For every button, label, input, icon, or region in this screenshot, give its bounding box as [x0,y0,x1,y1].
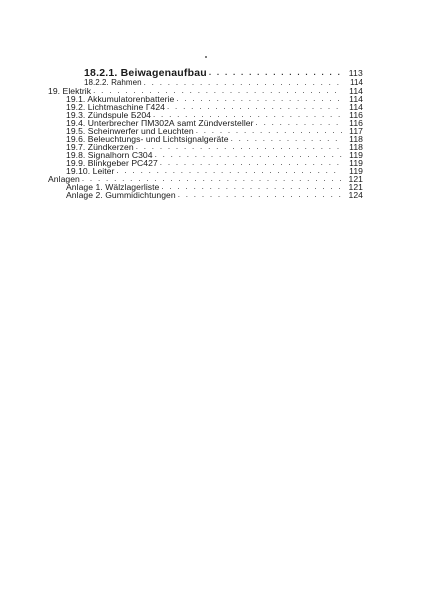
toc-entry[interactable] [66,190,363,200]
toc-entry-page: 119 [349,150,363,160]
toc-entry-title: 19.10. Leiter [66,166,115,176]
toc-entry-title: 19.4. Unterbrecher ПМ302А samt Zündversteller [66,118,254,128]
toc-entry-title: 19.8. Signalhorn С304 [66,150,153,160]
toc-entry-page: 113 [348,68,363,78]
toc-entry-title: 19.7. Zündkerzen [66,142,134,152]
toc-entry-title: 19.1. Akkumulatorenbatterie [66,94,175,104]
toc-entry-title: Anlagen [48,174,80,184]
toc-entry-title: 19.5. Scheinwerfer und Leuchten [66,126,194,136]
toc-entry-title: 19.6. Beleuchtungs- und Lichtsignalgeräte [66,134,229,144]
toc-entry-title: Anlage 1. Wälzlagerliste [66,182,160,192]
toc-entry-title: 19.3. Zündspule Б204 [66,110,151,120]
toc-entry-page: 117 [349,126,363,136]
toc-entry-page: 124 [348,190,363,200]
toc-entry-title: Anlage 2. Gummidichtungen [66,190,176,200]
toc-entry-page: 114 [349,86,363,96]
toc-entry-page: 118 [349,142,363,152]
toc-entry-title: 18.2.2. Rahmen [84,78,142,87]
toc-entry-page: 121 [348,174,363,184]
toc-entry-title: 18.2.1. Beiwagenaufbau [84,67,207,79]
toc-entry-page: 119 [349,166,363,176]
toc-entry-title: 19.2. Lichtmaschine Г424 [66,102,166,112]
toc-entry-page: 114 [349,102,363,112]
toc-entry-title: 19. Elektrik [48,86,92,96]
toc-entry-page: 121 [348,182,363,192]
toc-entry-page: 119 [349,158,363,168]
toc-entry-title: 19.9. Blinkgeber РС427 [66,158,158,168]
toc-entry-page: 116 [349,118,363,128]
toc-entry-page: 114 [349,94,363,104]
toc-dot-leader [178,190,342,200]
toc-entry-page: 114 [350,78,363,87]
toc-entry-page: 116 [349,110,363,120]
toc-entry-page: 118 [349,134,363,144]
